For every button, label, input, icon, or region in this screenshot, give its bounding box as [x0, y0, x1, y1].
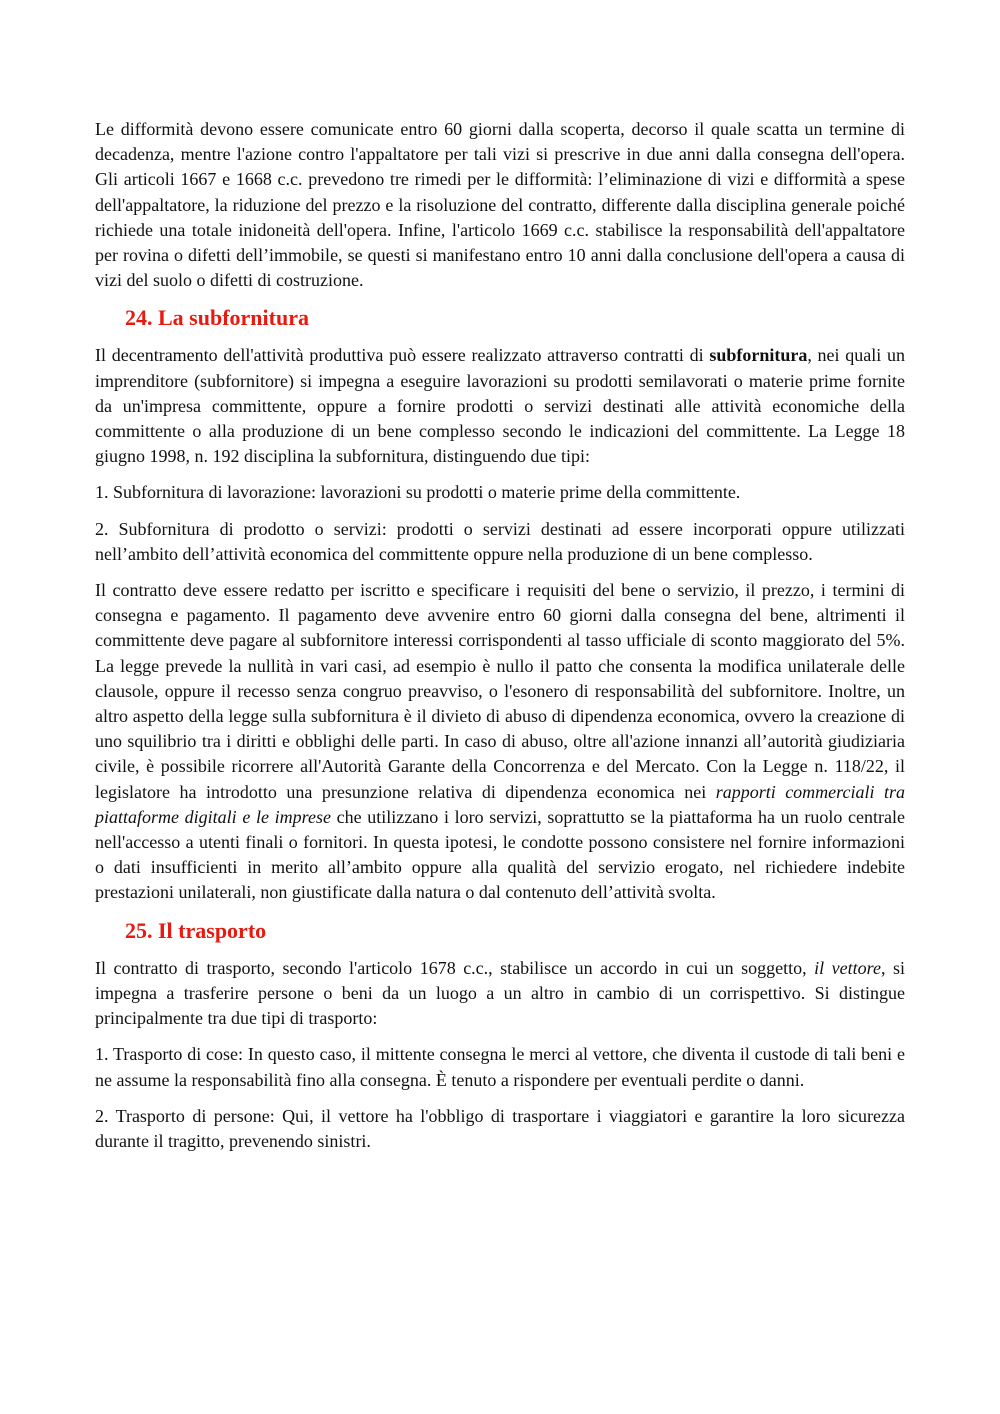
- section-number: 25.: [125, 917, 153, 943]
- italic-term: il vettore: [814, 957, 881, 978]
- bold-term: subfornitura: [709, 345, 808, 366]
- paragraph-subfornitura-intro: [95, 343, 905, 469]
- text-run: Il decentramento dell'attività produttiva può essere realizzato attraverso contratti di: [95, 345, 710, 366]
- list-item-subfornitura-1: 1. Subfornitura di lavorazione: lavorazioni su prodotti o materie prime della committente.: [95, 482, 741, 503]
- section-heading-24: [125, 304, 905, 332]
- paragraph-trasporto-intro: [95, 956, 905, 1032]
- text-run: Il contratto deve essere redatto per iscritto e specificare i requisiti del bene o servizio, il prezzo, i termini di consegna e pagamento. Il pagamento deve avvenire entro 60 giorni dalla consegna del bene, altrimenti il committente deve pagare al subfornitore interessi corrispondenti al tasso ufficiale di sconto maggiorato del 5%. La legge prevede la nullità in vari casi, ad esempio è nullo il patto che consenta la modifica unilaterale delle clausole, oppure il recesso senza congruo preavviso, o l'esonero di responsabilità del subfornitore. Inoltre, un altro aspetto della legge sulla subfornitura è il divieto di abuso di dipendenza economica, ovvero la creazione di uno squilibrio tra i diritti e obblighi delle parti. In caso di abuso, oltre all'azione innanzi all’autorità giudiziaria civile, è possibile ricorrere all'Autorità Garante della Concorrenza e del Mercato. Con la Legge n. 118/22, il legislatore ha introdotto una presunzione relativa di dipendenza economica nei: [95, 580, 905, 802]
- list-item-subfornitura-2: 2. Subfornitura di prodotto o servizi: prodotti o servizi destinati ad essere incorporati oppure utilizzati nell’ambito dell’attività economica del committente oppure nella produzione di un bene complesso.: [95, 518, 905, 564]
- document-page: [95, 117, 905, 1165]
- list-item-trasporto-2: 2. Trasporto di persone: Qui, il vettore ha l'obbligo di trasportare i viaggiatori e garantire la loro sicurezza durante il tragitto, prevenendo sinistri.: [95, 1105, 905, 1151]
- paragraph-contratto-subfornitura: [95, 578, 905, 906]
- section-title: Il trasporto: [158, 917, 267, 943]
- section-title: La subfornitura: [158, 305, 309, 331]
- list-item-trasporto-1: 1. Trasporto di cose: In questo caso, il mittente consegna le merci al vettore, che diventa il custode di tali beni e ne assume la responsabilità fino alla consegna. È tenuto a rispondere per eventuali perdite o danni.: [95, 1044, 905, 1090]
- italic-term: rapporti commerciali tra piattaforme digitali e le imprese: [95, 781, 905, 827]
- text-run: Il contratto di trasporto, secondo l'articolo 1678 c.c., stabilisce un accordo in cui un soggetto,: [95, 957, 815, 978]
- section-number: 24.: [125, 305, 153, 331]
- text-run: , nei quali un imprenditore (subfornitore) si impegna a eseguire lavorazioni su prodotti semilavorati o materie prime fornite da un'impresa committente, oppure a fornire prodotti o servizi destinati alle attività economiche della committente o alla produzione di un bene complesso secondo le indicazioni del committente. La Legge 18 giugno 1998, n. 192 disciplina la subfornitura, distinguendo due tipi:: [95, 345, 906, 467]
- section-heading-25: [125, 917, 905, 945]
- paragraph-difformita: Le difformità devono essere comunicate entro 60 giorni dalla scoperta, decorso il quale scatta un termine di decadenza, mentre l'azione contro l'appaltatore per tali vizi si prescrive in due anni dalla consegna dell'opera. Gli articoli 1667 e 1668 c.c. prevedono tre rimedi per le difformità: l’eliminazione di vizi e difformità a spese dell'appaltatore, la riduzione del prezzo e la risoluzione del contratto, differente dalla disciplina generale poiché richiede una totale inidoneità dell'opera. Infine, l'articolo 1669 c.c. stabilisce la responsabilità dell'appaltatore per rovina o difetti dell’immobile, se questi si manifestano entro 10 anni dalla conclusione dell'opera a causa di vizi del suolo o difetti di costruzione.: [95, 119, 905, 291]
- text-run: , si impegna a trasferire persone o beni da un luogo a un altro in cambio di un corrispettivo. Si distingue principalmente tra due tipi di trasporto:: [95, 957, 905, 1029]
- text-run: che utilizzano i loro servizi, soprattutto se la piattaforma ha un ruolo centrale nell'accesso a utenti finali o fornitori. In questa ipotesi, le condotte possono consistere nel fornire informazioni o dati insufficienti in merito all’ambito oppure alla qualità del servizio erogato, nel richiedere indebite prestazioni unilaterali, non giustificate dalla natura o dal contenuto dell’attività svolta.: [95, 806, 905, 903]
